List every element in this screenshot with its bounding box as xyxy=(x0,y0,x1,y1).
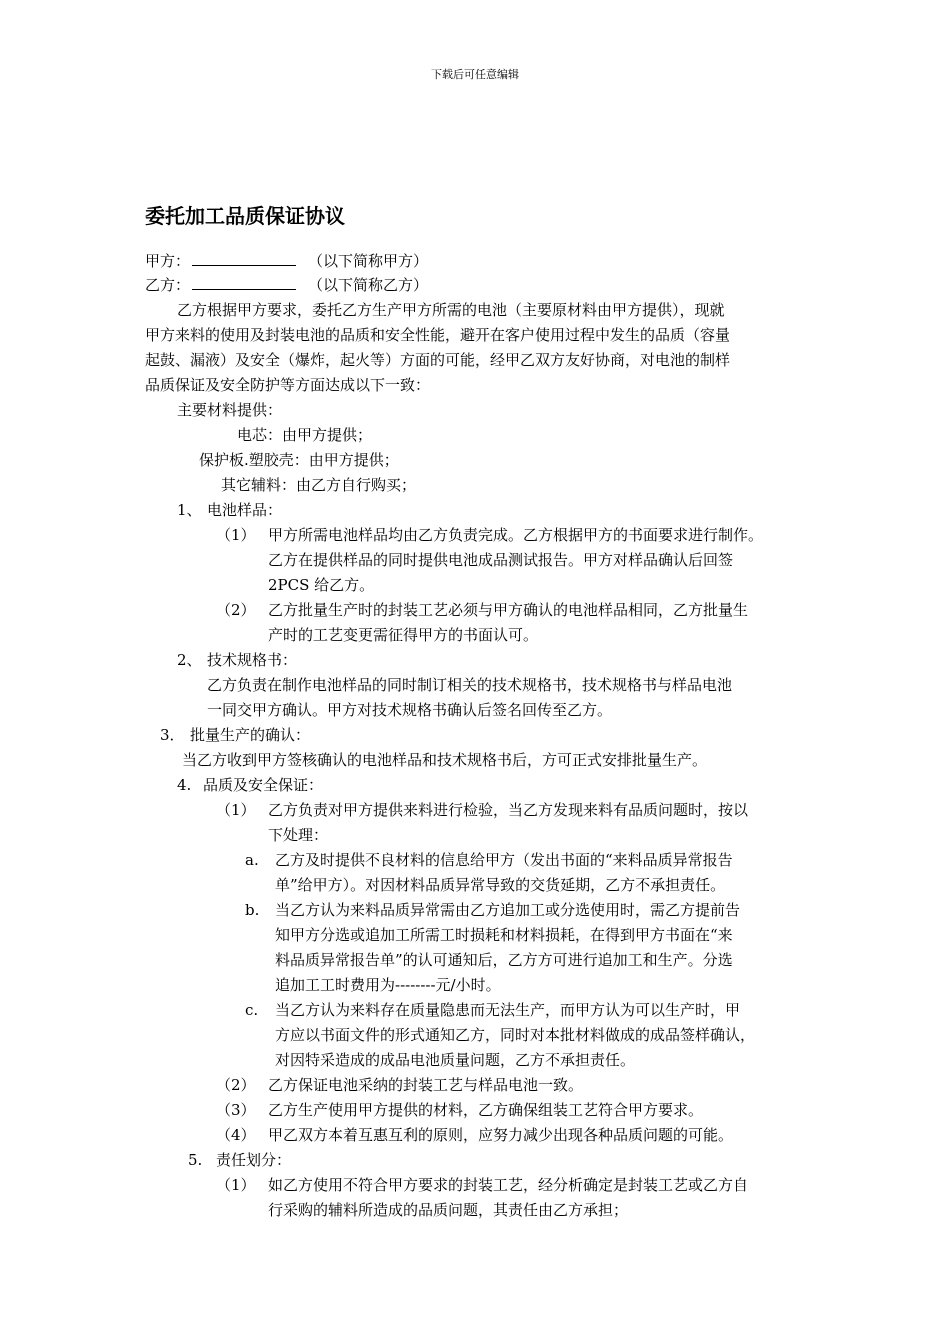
body-line: 当乙方认为来料存在质量隐患而无法生产，而甲方认为可以生产时，甲 xyxy=(275,1001,741,1019)
item-number: （3） xyxy=(216,1101,256,1119)
material-item: 电芯：由甲方提供； xyxy=(237,426,373,444)
body-line: 如乙方使用不符合甲方要求的封装工艺，经分析确定是封装工艺或乙方自 xyxy=(268,1176,749,1194)
section-5-heading: 责任划分： xyxy=(216,1151,292,1169)
body-line: 甲乙双方本着互惠互利的原则，应努力减少出现各种品质问题的可能。 xyxy=(268,1126,734,1144)
item-number: （2） xyxy=(216,1076,256,1094)
body-line: 一同交甲方确认。甲方对技术规格书确认后签名回传至乙方。 xyxy=(207,701,613,719)
body-line: 乙方保证电池采纳的封装工艺与样品电池一致。 xyxy=(268,1076,584,1094)
preamble-line: 起鼓、漏液）及安全（爆炸，起火等）方面的可能，经甲乙双方友好协商，对电池的制样 xyxy=(145,351,731,369)
section-2-heading: 技术规格书： xyxy=(207,651,298,669)
body-line: 乙方负责对甲方提供来料进行检验，当乙方发现来料有品质问题时，按以 xyxy=(268,801,749,819)
party-b-label: 乙方： xyxy=(145,276,191,294)
section-4-number: 4. xyxy=(177,776,192,794)
body-line: 甲方所需电池样品均由乙方负责完成。乙方根据甲方的书面要求进行制作。 xyxy=(268,526,764,544)
subitem-letter: c. xyxy=(245,1001,259,1019)
party-b-blank xyxy=(192,275,296,290)
page-header: 下载后可任意编辑 xyxy=(431,68,519,81)
body-line: 当乙方收到甲方签核确认的电池样品和技术规格书后，方可正式安排批量生产。 xyxy=(182,751,708,769)
party-a-label: 甲方： xyxy=(145,252,191,270)
preamble-line: 品质保证及安全防护等方面达成以下一致： xyxy=(145,376,431,394)
material-item: 其它辅料：由乙方自行购买； xyxy=(221,476,417,494)
body-line: 乙方在提供样品的同时提供电池成品测试报告。甲方对样品确认后回签 xyxy=(268,551,734,569)
subitem-letter: a. xyxy=(245,851,259,869)
document-title: 委托加工品质保证协议 xyxy=(145,204,345,228)
preamble-line: 甲方来料的使用及封装电池的品质和安全性能，避开在客户使用过程中发生的品质（容量 xyxy=(145,326,731,344)
body-line: 乙方生产使用甲方提供的材料，乙方确保组装工艺符合甲方要求。 xyxy=(268,1101,704,1119)
party-a-line xyxy=(145,249,428,273)
body-line: 乙方批量生产时的封装工艺必须与甲方确认的电池样品相同，乙方批量生 xyxy=(268,601,749,619)
party-a-blank xyxy=(192,251,296,266)
body-line: 下处理： xyxy=(268,826,329,844)
section-2-number: 2、 xyxy=(177,651,202,669)
body-line: 单”给甲方）。对因材料品质异常导致的交货延期，乙方不承担责任。 xyxy=(275,876,726,894)
item-number: （1） xyxy=(216,1176,256,1194)
body-line: 料品质异常报告单”的认可通知后，乙方方可进行追加工和生产。分选 xyxy=(275,951,733,969)
section-4-heading: 品质及安全保证： xyxy=(203,776,324,794)
preamble-line: 乙方根据甲方要求，委托乙方生产甲方所需的电池（主要原材料由甲方提供），现就 xyxy=(177,301,725,319)
party-b-line xyxy=(145,273,428,297)
subitem-letter: b. xyxy=(245,901,260,919)
body-line: 当乙方认为来料品质异常需由乙方追加工或分选使用时，需乙方提前告 xyxy=(275,901,741,919)
section-3-heading: 批量生产的确认： xyxy=(190,726,311,744)
body-line: 行采购的辅料所造成的品质问题，其责任由乙方承担； xyxy=(268,1201,629,1219)
item-number: （2） xyxy=(216,601,256,619)
item-number: （1） xyxy=(216,526,256,544)
body-line: 乙方及时提供不良材料的信息给甲方（发出书面的“来料品质异常报告 xyxy=(275,851,733,869)
body-line: 知甲方分选或追加工所需工时损耗和材料损耗，在得到甲方书面在“来 xyxy=(275,926,733,944)
item-number: （1） xyxy=(216,801,256,819)
body-line: 追加工工时费用为--------元/小时。 xyxy=(275,976,501,994)
party-a-note: （以下简称甲方） xyxy=(308,252,429,270)
item-number: （4） xyxy=(216,1126,256,1144)
body-line: 2PCS 给乙方。 xyxy=(268,576,375,594)
section-5-number: 5. xyxy=(188,1151,203,1169)
section-1-heading: 电池样品： xyxy=(207,501,283,519)
material-item: 保护板.塑胶壳：由甲方提供； xyxy=(199,451,399,469)
body-line: 方应以书面文件的形式通知乙方，同时对本批材料做成的成品签样确认， xyxy=(275,1026,756,1044)
body-line: 乙方负责在制作电池样品的同时制订相关的技术规格书，技术规格书与样品电池 xyxy=(207,676,733,694)
materials-heading: 主要材料提供： xyxy=(177,401,283,419)
body-line: 产时的工艺变更需征得甲方的书面认可。 xyxy=(268,626,539,644)
party-b-note: （以下简称乙方） xyxy=(308,276,429,294)
section-3-number: 3． xyxy=(160,726,185,744)
body-line: 对因特采造成的成品电池质量问题，乙方不承担责任。 xyxy=(275,1051,636,1069)
section-1-number: 1、 xyxy=(177,501,202,519)
